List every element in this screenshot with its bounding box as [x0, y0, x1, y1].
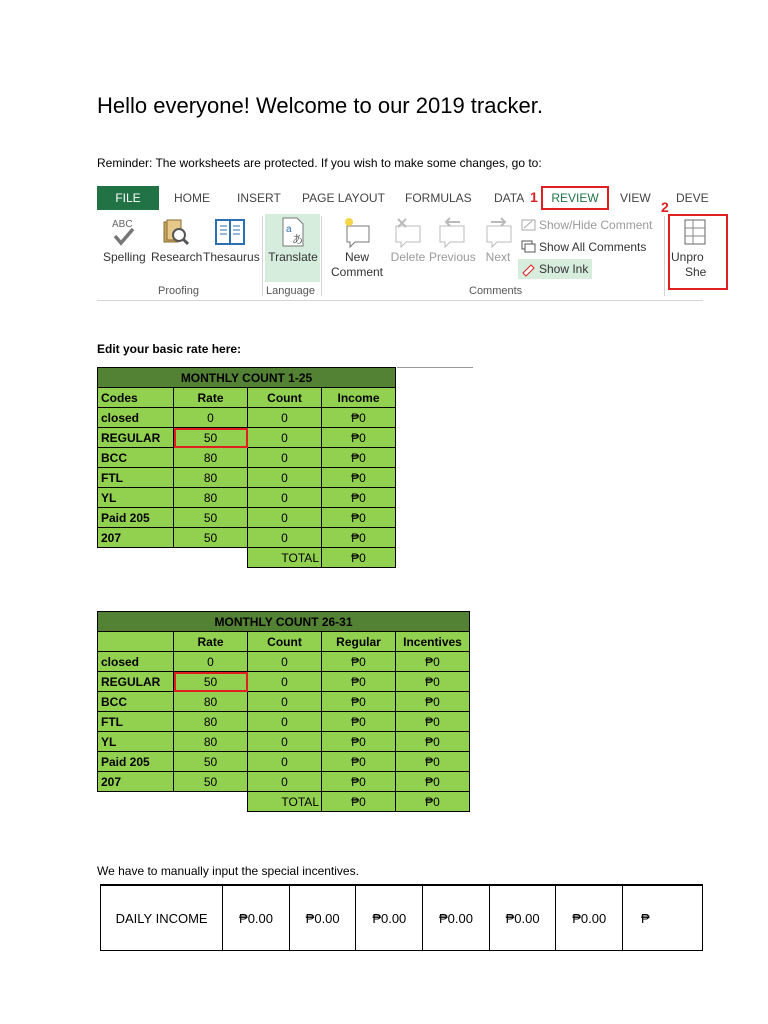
incentives-cell: ₱0	[396, 732, 470, 752]
daily-income-cell: ₱0.00	[356, 885, 423, 951]
count-cell: 0	[248, 408, 322, 428]
svg-text:ABC: ABC	[112, 219, 133, 230]
code-cell: BCC	[98, 692, 174, 712]
incentives-cell: ₱0	[396, 752, 470, 772]
code-cell: BCC	[98, 448, 174, 468]
excel-ribbon	[97, 186, 709, 301]
show-all-comments-button[interactable]	[521, 237, 646, 257]
spelling-button[interactable]	[103, 216, 145, 265]
daily-income-table-container	[100, 884, 703, 934]
column-header: Incentives	[396, 632, 470, 652]
code-cell: YL	[98, 732, 174, 752]
translate-button[interactable]	[267, 216, 319, 265]
table-row	[98, 448, 396, 468]
cell-border-line	[397, 367, 473, 368]
count-cell: 0	[248, 652, 322, 672]
income-cell: ₱0	[322, 468, 396, 488]
code-cell: REGULAR	[98, 672, 174, 692]
column-header: Rate	[174, 388, 248, 408]
count-cell: 0	[248, 732, 322, 752]
income-cell: ₱0	[322, 408, 396, 428]
svg-text:a: a	[286, 224, 292, 235]
new-comment-button[interactable]	[329, 216, 385, 280]
rate-cell-highlighted[interactable]: 50	[174, 672, 248, 692]
column-header: Income	[322, 388, 396, 408]
thesaurus-icon	[212, 216, 248, 248]
svg-text:あ: あ	[292, 233, 303, 246]
table-row	[98, 488, 396, 508]
count-cell: 0	[248, 488, 322, 508]
edit-rate-label: Edit your basic rate here:	[97, 342, 242, 356]
tab-file[interactable]: FILE	[97, 186, 159, 210]
ribbon-tabbar	[97, 186, 709, 215]
comments-group-label: Comments	[469, 285, 523, 297]
next-label: Next	[485, 250, 511, 264]
table-row	[98, 508, 396, 528]
column-header: Count	[248, 388, 322, 408]
column-header	[98, 632, 174, 652]
table-title: MONTHLY COUNT 26-31	[98, 612, 470, 632]
daily-income-cell: ₱0.00	[289, 885, 356, 951]
monthly-count-26-31-table	[97, 611, 470, 812]
rate-cell[interactable]: 50	[174, 528, 248, 548]
column-header: Regular	[322, 632, 396, 652]
language-group-label: Language	[266, 285, 315, 297]
previous-comment-icon	[434, 216, 470, 248]
count-cell: 0	[248, 752, 322, 772]
table-row	[98, 408, 396, 428]
count-cell: 0	[248, 692, 322, 712]
delete-comment-icon	[390, 216, 426, 248]
spelling-label: Spelling	[103, 250, 146, 264]
annotation-number-2: 2	[661, 199, 669, 215]
monthly-count-1-25-table	[97, 367, 396, 568]
show-all-comments-label: Show All Comments	[539, 240, 647, 254]
table-row	[98, 672, 470, 692]
thesaurus-label: Thesaurus	[203, 250, 260, 264]
daily-income-cell: ₱	[623, 885, 703, 951]
total-row	[98, 792, 470, 812]
daily-income-label: DAILY INCOME	[101, 885, 223, 951]
code-cell: closed	[98, 408, 174, 428]
tab-page-layout[interactable]: PAGE LAYOUT	[302, 191, 385, 205]
daily-income-table	[100, 884, 703, 951]
count-cell: 0	[248, 528, 322, 548]
total-row	[98, 548, 396, 568]
income-cell: ₱0	[322, 428, 396, 448]
unprotect-sheet-button[interactable]	[671, 216, 711, 280]
research-label: Research	[151, 250, 203, 264]
previous-label: Previous	[429, 250, 476, 264]
rate-cell[interactable]: 80	[174, 448, 248, 468]
code-cell: FTL	[98, 712, 174, 732]
total-regular: ₱0	[322, 792, 396, 812]
incentives-cell: ₱0	[396, 772, 470, 792]
ribbon-divider	[664, 216, 665, 296]
show-ink-label: Show Ink	[539, 262, 589, 276]
incentives-cell: ₱0	[396, 692, 470, 712]
thesaurus-button[interactable]	[203, 216, 260, 265]
column-header: Codes	[98, 388, 174, 408]
show-ink-button[interactable]	[518, 259, 592, 279]
ribbon-divider	[321, 216, 322, 296]
rate-cell[interactable]: 80	[174, 732, 248, 752]
table-title: MONTHLY COUNT 1-25	[98, 368, 396, 388]
rate-cell[interactable]: 50	[174, 752, 248, 772]
table-row	[98, 732, 470, 752]
tab-home[interactable]: HOME	[174, 191, 210, 205]
code-cell: 207	[98, 528, 174, 548]
code-cell: FTL	[98, 468, 174, 488]
table-row	[98, 528, 396, 548]
show-hide-comment-label: Show/Hide Comment	[539, 218, 653, 232]
delete-label: Delete	[390, 250, 426, 264]
code-cell: YL	[98, 488, 174, 508]
code-cell: closed	[98, 652, 174, 672]
count-cell: 0	[248, 468, 322, 488]
daily-income-cell: ₱0.00	[489, 885, 556, 951]
empty-cell	[98, 548, 174, 568]
page-heading: Hello everyone! Welcome to our 2019 tracker.	[97, 93, 543, 118]
reminder-text: Reminder: The worksheets are protected. If you wish to make some changes, go to:	[97, 156, 542, 170]
ribbon-divider	[262, 216, 263, 296]
code-cell: Paid 205	[98, 752, 174, 772]
count-cell: 0	[248, 448, 322, 468]
empty-cell	[174, 792, 248, 812]
spelling-icon	[106, 216, 142, 248]
column-header: Rate	[174, 632, 248, 652]
empty-cell	[98, 792, 174, 812]
daily-income-cell: ₱0.00	[223, 885, 290, 951]
unprotect-label-line2: She	[685, 265, 707, 279]
income-cell: ₱0	[322, 508, 396, 528]
incentives-cell: ₱0	[396, 672, 470, 692]
tab-review[interactable]: REVIEW	[541, 186, 609, 210]
regular-cell: ₱0	[322, 712, 396, 732]
income-cell: ₱0	[322, 448, 396, 468]
table-row	[98, 712, 470, 732]
regular-cell: ₱0	[322, 672, 396, 692]
daily-income-cell: ₱0.00	[423, 885, 490, 951]
next-comment-icon	[481, 216, 517, 248]
count-cell: 0	[248, 508, 322, 528]
rate-cell-highlighted[interactable]: 50	[174, 428, 248, 448]
show-ink-icon	[521, 262, 536, 276]
count-cell: 0	[248, 428, 322, 448]
annotation-number-1: 1	[530, 189, 538, 205]
rate-cell[interactable]: 80	[174, 468, 248, 488]
rate-cell[interactable]: 0	[174, 652, 248, 672]
daily-income-cell: ₱0.00	[556, 885, 623, 951]
unprotect-label-line1: Unpro	[671, 250, 704, 264]
table-row	[98, 772, 470, 792]
regular-cell: ₱0	[322, 752, 396, 772]
total-incentives: ₱0	[396, 792, 470, 812]
tab-insert[interactable]: INSERT	[237, 191, 281, 205]
total-label: TOTAL	[248, 548, 322, 568]
incentives-cell: ₱0	[396, 652, 470, 672]
code-cell: 207	[98, 772, 174, 792]
new-comment-label-line2: Comment	[330, 265, 383, 279]
previous-comment-button[interactable]	[429, 216, 475, 265]
research-button[interactable]	[151, 216, 203, 265]
rate-cell[interactable]: 0	[174, 408, 248, 428]
empty-cell	[174, 548, 248, 568]
table-row	[101, 885, 703, 951]
new-comment-label-line1: New	[344, 250, 369, 264]
show-hide-comment-button[interactable]	[521, 215, 652, 235]
rate-cell[interactable]: 50	[174, 772, 248, 792]
income-cell: ₱0	[322, 488, 396, 508]
manual-input-note: We have to manually input the special incentives.	[97, 864, 359, 878]
delete-comment-button[interactable]	[388, 216, 428, 265]
table-row	[98, 652, 470, 672]
regular-cell: ₱0	[322, 652, 396, 672]
table-row	[98, 752, 470, 772]
rate-cell[interactable]: 80	[174, 488, 248, 508]
research-icon	[157, 216, 193, 248]
count-cell: 0	[248, 772, 322, 792]
show-all-comments-icon	[521, 240, 536, 254]
count-cell: 0	[248, 712, 322, 732]
show-hide-comment-icon	[521, 218, 536, 232]
regular-cell: ₱0	[322, 772, 396, 792]
table-row	[98, 692, 470, 712]
unprotect-sheet-icon	[683, 216, 707, 248]
count-cell: 0	[248, 672, 322, 692]
rate-cell[interactable]: 80	[174, 692, 248, 712]
proofing-group-label: Proofing	[158, 285, 199, 297]
next-comment-button[interactable]	[481, 216, 515, 265]
incentives-cell: ₱0	[396, 712, 470, 732]
tab-data[interactable]: DATA	[494, 191, 525, 205]
regular-cell: ₱0	[322, 732, 396, 752]
translate-icon	[275, 216, 311, 248]
rate-cell[interactable]: 50	[174, 508, 248, 528]
tab-developer[interactable]: DEVE	[676, 191, 709, 205]
total-label: TOTAL	[248, 792, 322, 812]
table-row	[98, 468, 396, 488]
regular-cell: ₱0	[322, 692, 396, 712]
code-cell: Paid 205	[98, 508, 174, 528]
rate-cell[interactable]: 80	[174, 712, 248, 732]
total-value: ₱0	[322, 548, 396, 568]
column-header: Count	[248, 632, 322, 652]
tab-formulas[interactable]: FORMULAS	[405, 191, 472, 205]
code-cell: REGULAR	[98, 428, 174, 448]
table-row	[98, 428, 396, 448]
tab-view[interactable]: VIEW	[620, 191, 651, 205]
translate-label: Translate	[268, 250, 318, 264]
new-comment-icon	[339, 216, 375, 248]
income-cell: ₱0	[322, 528, 396, 548]
